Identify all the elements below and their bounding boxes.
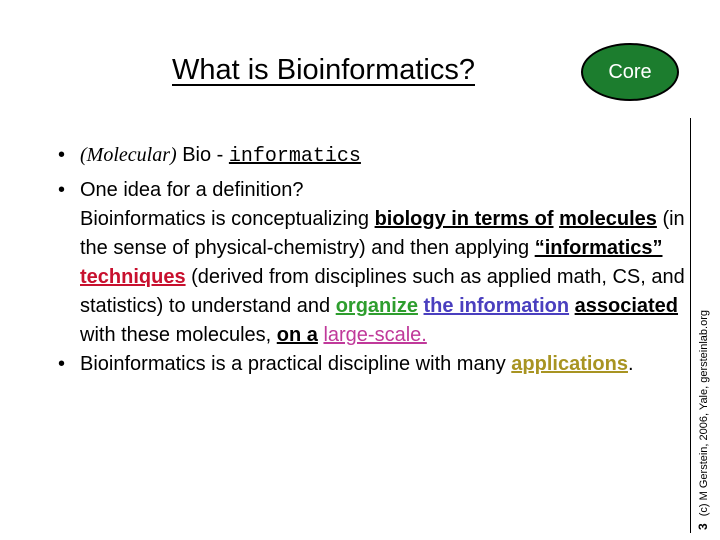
organize-word: organize: [335, 295, 418, 317]
molecular-text: (Molecular): [80, 144, 177, 166]
bullet-dot: •: [58, 179, 66, 201]
bullet-dot: •: [58, 353, 66, 375]
techniques-word: techniques: [80, 266, 186, 288]
definition-part: (in the sense of physical-chemistry) and then applying: [80, 208, 685, 259]
bullet-molecular-bioinformatics: [58, 141, 688, 171]
side-divider: [690, 118, 691, 533]
definition-text: [80, 205, 688, 350]
bullet-definition: [58, 176, 688, 350]
informatics-quoted: “informatics”: [534, 237, 663, 259]
large-scale-phrase: large-scale.: [323, 324, 427, 346]
biology-phrase: biology in terms of: [374, 208, 554, 230]
applications-word: applications: [511, 353, 628, 375]
bio-text: Bio -: [182, 144, 224, 166]
bullet-dot: •: [58, 144, 66, 166]
practical-text: Bioinformatics is a practical discipline with many: [80, 353, 512, 375]
slide-body: [58, 141, 688, 379]
slide-number: 3: [696, 523, 710, 530]
molecules-word: molecules: [559, 208, 657, 230]
copyright-text: (c) M Gerstein, 2006, Yale, gersteinlab.org: [698, 310, 710, 517]
period: .: [627, 353, 634, 375]
definition-intro: One idea for a definition?: [80, 179, 304, 201]
definition-part: Bioinformatics is conceptualizing: [80, 208, 375, 230]
side-credit: [696, 310, 710, 530]
informatics-text: informatics: [228, 145, 361, 168]
bullet-practical-discipline: [58, 350, 688, 379]
core-badge-label: Core: [608, 60, 652, 83]
core-badge: [581, 43, 679, 101]
associated-word: associated: [574, 295, 679, 317]
definition-part: (derived from disciplines such as applied math, CS, and statistics) to understand and: [80, 266, 685, 317]
definition-part: with these molecules,: [80, 324, 277, 346]
slide-title: What is Bioinformatics?: [172, 54, 475, 86]
information-phrase: the information: [423, 295, 570, 317]
on-a-phrase: on a: [276, 324, 318, 346]
